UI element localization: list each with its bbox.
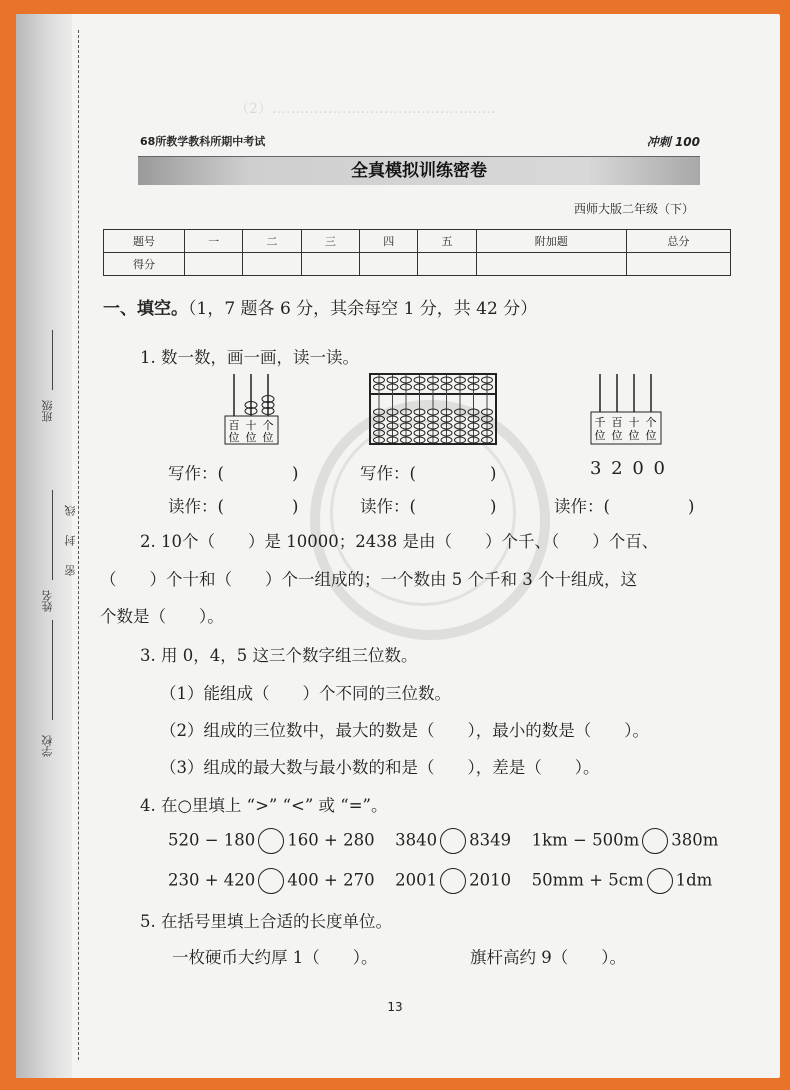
compare-left: 50mm + 5cm (531, 870, 644, 890)
compare-row-1 (168, 828, 718, 854)
abacus-place: 位 (594, 429, 606, 442)
edition-label: 西师大版二年级（下） (573, 202, 694, 216)
page-number: 13 (387, 1000, 403, 1014)
series-label: 冲刺 100 (646, 135, 700, 149)
abacus-place: 位 (245, 431, 257, 444)
abacus-place: 个 (645, 416, 657, 429)
paren-close: ) (291, 497, 299, 516)
abacus-place: 个 (262, 419, 274, 432)
score-table (103, 229, 731, 276)
table-cell: 四 (360, 230, 418, 253)
question-2-line-2: （ ）个十和（ ）个一组成的；一个数由 5 个千和 3 个十组成，这 (100, 570, 637, 589)
compare-left: 3840 (395, 830, 438, 850)
read-answer-2 (360, 493, 496, 517)
compare-right: 380m (671, 830, 719, 850)
table-cell: 题号 (104, 230, 185, 253)
compare-left: 230 + 420 (168, 870, 256, 890)
binding-margin (16, 14, 72, 1078)
paren-close: ) (291, 464, 299, 483)
paren-close: ) (489, 464, 497, 483)
abacus-place: 十 (628, 416, 640, 429)
table-cell: 二 (243, 230, 301, 253)
question-4: 4. 在○里填上 “>” “<” 或 “=”。 (140, 796, 388, 815)
compare-circle[interactable] (440, 828, 466, 854)
paren-close: ) (687, 497, 695, 516)
read-label: 读作：( (168, 497, 224, 516)
table-cell: 附加题 (476, 230, 626, 253)
write-label: 写作：( (168, 464, 224, 483)
table-cell: 五 (418, 230, 476, 253)
score-table-header-row (104, 230, 731, 253)
score-field[interactable] (626, 253, 730, 276)
class-label: 班级 (41, 400, 54, 422)
given-number: 3 2 0 0 (590, 458, 667, 479)
question-1: 1. 数一数，画一画，读一读。 (140, 348, 359, 367)
abacus-place: 十 (245, 419, 257, 432)
table-cell: 总分 (626, 230, 730, 253)
abacus-four-rods (590, 372, 664, 446)
read-answer-1 (168, 493, 298, 517)
table-cell: 得分 (104, 253, 185, 276)
compare-right: 160 + 280 (287, 830, 375, 850)
table-cell: 一 (185, 230, 243, 253)
abacus-place: 位 (228, 431, 240, 444)
read-label: 读作：( (360, 497, 416, 516)
exam-title: 全真模拟训练密卷 (351, 161, 487, 181)
section-note: （1，7 题各 6 分，其余每空 1 分，共 42 分） (188, 299, 538, 319)
compare-right: 400 + 270 (287, 870, 375, 890)
class-line (52, 330, 53, 390)
question-2-line-1: 2. 10个（ ）是 10000；2438 是由（ ）个千、（ ）个百、 (140, 532, 659, 551)
title-bar (138, 156, 700, 185)
question-5: 5. 在括号里填上合适的长度单位。 (140, 912, 392, 931)
table-cell: 三 (301, 230, 359, 253)
school-line (52, 620, 53, 720)
seal-secret-text: 密 (64, 565, 77, 576)
question-3: 3. 用 0，4，5 这三个数字组三位数。 (140, 646, 418, 665)
chinese-abacus (368, 372, 498, 446)
bleed-through-text: （2）………………………………………… (235, 101, 496, 117)
compare-right: 1dm (675, 870, 713, 890)
abacus-place: 百 (611, 416, 623, 429)
name-label: 姓名 (41, 590, 54, 612)
exam-header (140, 133, 700, 151)
compare-circle[interactable] (642, 828, 668, 854)
question-2-line-3: 个数是（ ）。 (100, 607, 224, 626)
write-answer-1 (168, 460, 298, 484)
score-field[interactable] (360, 253, 418, 276)
score-field[interactable] (185, 253, 243, 276)
abacus-place: 百 (228, 419, 240, 432)
abacus-place: 位 (262, 431, 274, 444)
compare-left: 2001 (395, 870, 438, 890)
school-label: 学校 (41, 735, 54, 757)
compare-row-2 (168, 868, 712, 894)
write-label: 写作：( (360, 464, 416, 483)
compare-circle[interactable] (440, 868, 466, 894)
question-5-b: 旗杆高约 9（ ）。 (470, 948, 626, 967)
name-line (52, 490, 53, 580)
write-answer-2 (360, 460, 496, 484)
question-3-part-1: （1）能组成（ ）个不同的三位数。 (160, 684, 451, 703)
abacus-place: 位 (611, 429, 623, 442)
compare-circle[interactable] (258, 868, 284, 894)
seal-line-text: 线 (64, 505, 77, 516)
abacus-place: 位 (645, 429, 657, 442)
paren-close: ) (489, 497, 497, 516)
compare-circle[interactable] (258, 828, 284, 854)
score-field[interactable] (243, 253, 301, 276)
compare-left: 1km − 500m (531, 830, 640, 850)
question-3-part-2: （2）组成的三位数中，最大的数是（ ），最小的数是（ ）。 (160, 721, 649, 740)
read-label: 读作：( (554, 497, 610, 516)
compare-left: 520 − 180 (168, 830, 256, 850)
compare-circle[interactable] (647, 868, 673, 894)
compare-right: 8349 (469, 830, 512, 850)
abacus-three-rods (224, 372, 280, 446)
score-field[interactable] (418, 253, 476, 276)
score-field[interactable] (301, 253, 359, 276)
publisher-label: 68所教学教科所期中考试 (140, 135, 266, 148)
score-field[interactable] (476, 253, 626, 276)
section-title: 一、填空。 (103, 299, 188, 319)
section-heading (103, 294, 537, 319)
abacus-place: 千 (594, 416, 606, 429)
seal-fold-text: 封 (64, 535, 77, 546)
question-5-a: 一枚硬币大约厚 1（ ）。 (172, 948, 378, 967)
abacus-place: 位 (628, 429, 640, 442)
question-3-part-3: （3）组成的最大数与最小数的和是（ ），差是（ ）。 (160, 758, 600, 777)
compare-right: 2010 (469, 870, 512, 890)
score-table-score-row (104, 253, 731, 276)
read-answer-3 (554, 493, 694, 517)
